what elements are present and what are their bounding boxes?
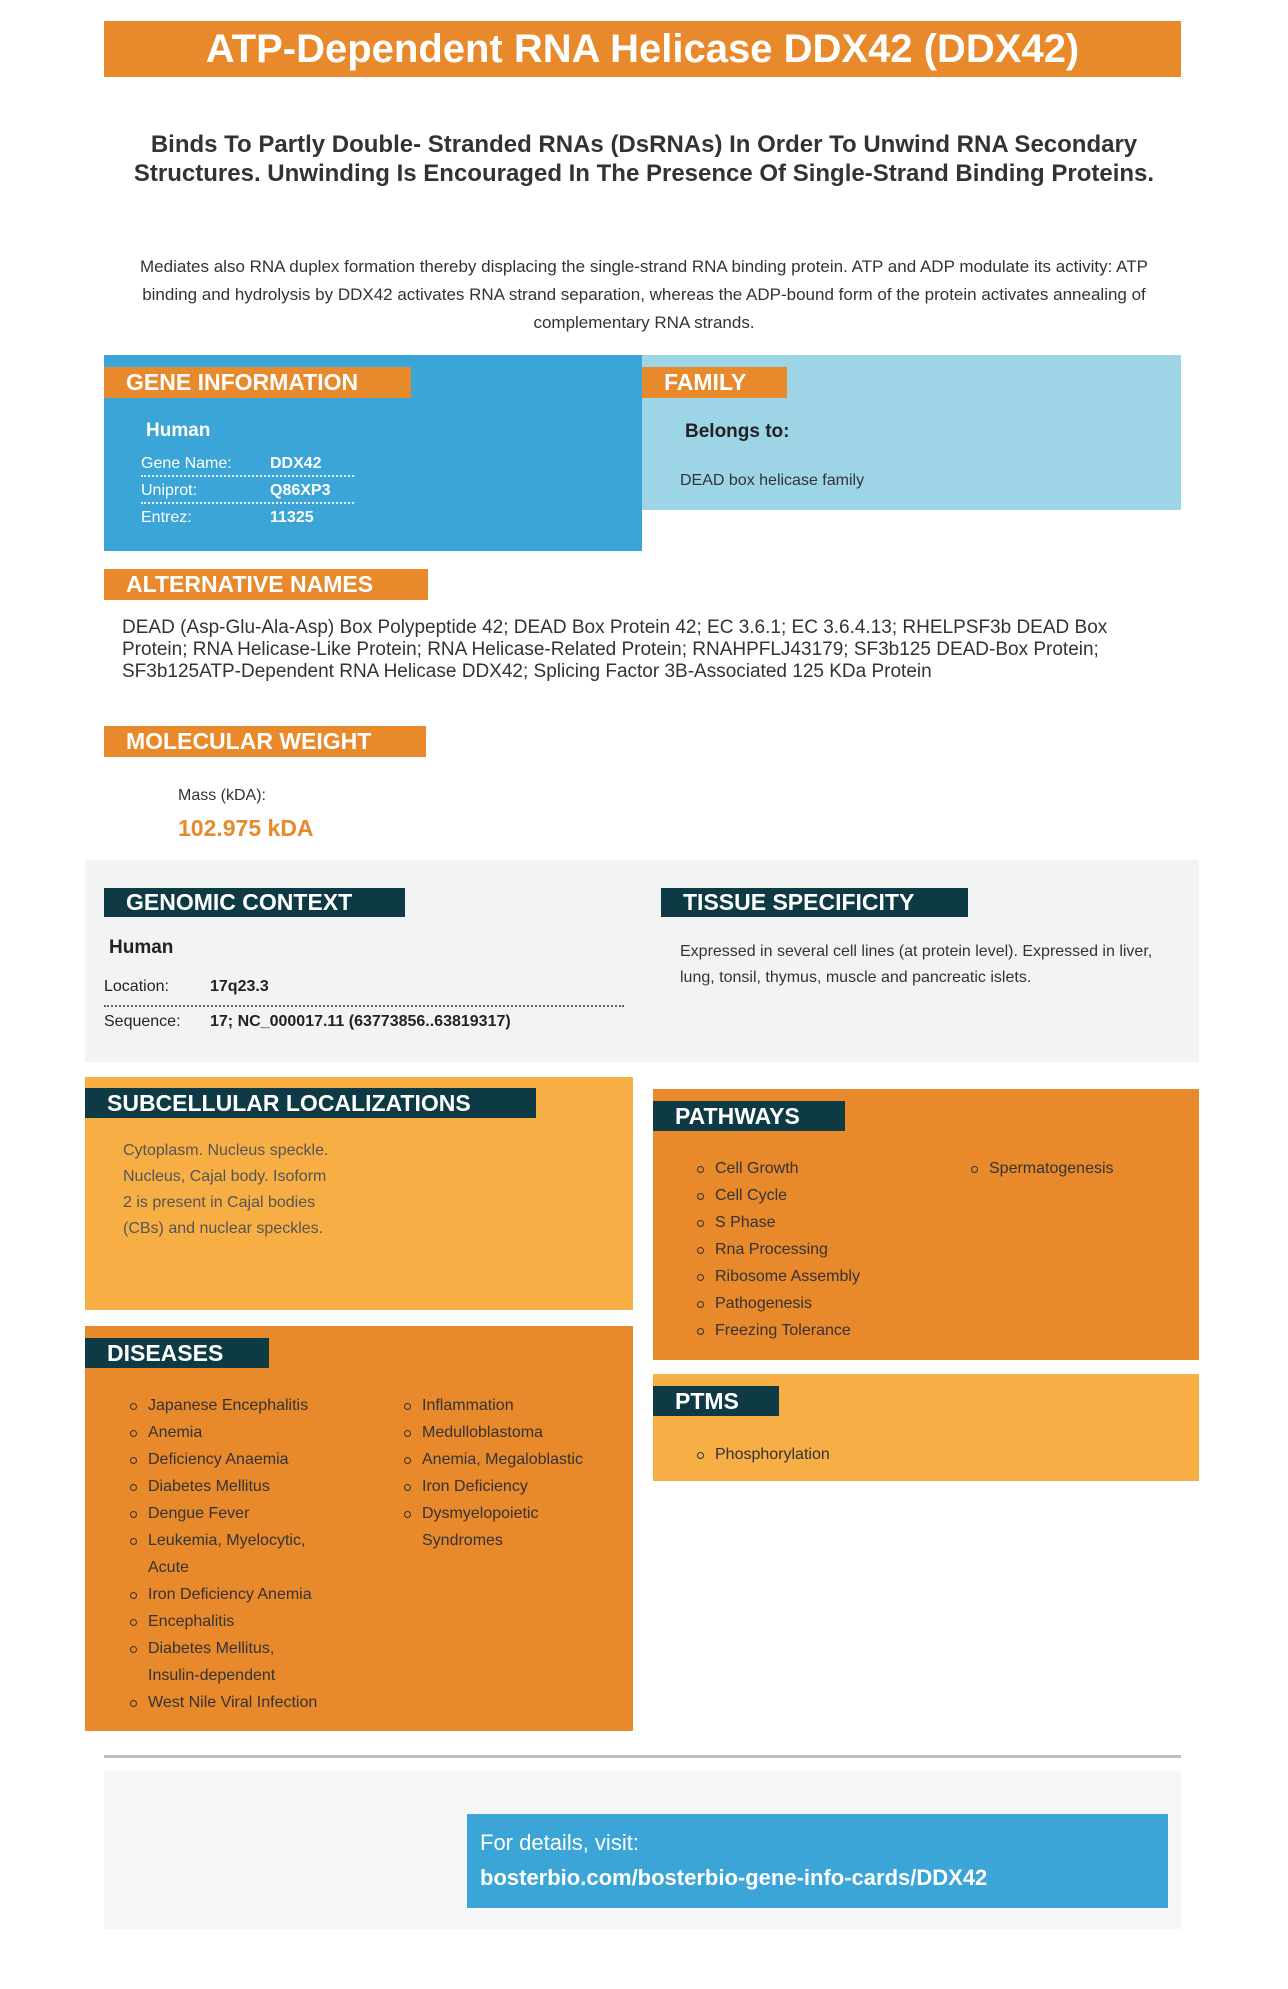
disease-item: Dengue Fever [128,1500,368,1527]
disease-item: Inflammation [402,1392,622,1419]
disease-item: Iron Deficiency Anemia [128,1581,368,1608]
gene-name-label: Gene Name: [141,455,232,472]
subcellular-text: Cytoplasm. Nucleus speckle. Nucleus, Cajal body. Isoform 2 is present in Cajal bodies (CBs) and nuclear speckles. [123,1142,329,1237]
ptms-heading: PTMS [653,1386,779,1416]
mass-value: 102.975 kDA [178,815,314,841]
location-label: Location: [104,978,169,995]
diseases-list-col1 [128,1392,368,1716]
gene-species: Human [146,420,211,441]
ptm-item: Phosphorylation [695,1441,935,1468]
sequence-value: 17; NC_000017.11 (63773856..63819317) [210,1013,511,1030]
pathway-item: Pathogenesis [695,1290,935,1317]
gene-row-entrez [141,505,354,531]
alternative-names-text: DEAD (Asp-Glu-Ala-Asp) Box Polypeptide 42; DEAD Box Protein 42; EC 3.6.1; EC 3.6.4.13; RHELPSF3b DEAD Box Protein; RNA Helicase-Like Protein; RNA Helicase-Related Protein; RNAHPFLJ43179; SF3b125 DEAD-Box Protein; SF3b125ATP-Dependent RNA Helicase DDX42; Splicing Factor 3B-Associated 125 KDa Protein [122,617,1108,682]
pathway-item: Ribosome Assembly [695,1263,935,1290]
pathway-item: Cell Cycle [695,1182,935,1209]
family-belongs-label: Belongs to: [685,421,790,442]
disease-item: West Nile Viral Infection [128,1689,368,1716]
uniprot-value: Q86XP3 [270,482,331,499]
location-value: 17q23.3 [210,978,269,995]
pathway-item: Rna Processing [695,1236,935,1263]
genomic-species: Human [109,937,174,958]
disease-item: Leukemia, Myelocytic, Acute [128,1527,328,1581]
tissue-specificity-text: Expressed in several cell lines (at protein level). Expressed in liver, lung, tonsil, thymus, muscle and pancreatic islets. [680,943,1153,986]
protein-description: Mediates also RNA duplex formation thereby displacing the single-strand RNA binding protein. ATP and ADP modulate its activity: ATP binding and hydrolysis by DDX42 activates RNA strand separation, whereas the ADP-bound form of the protein activates annealing of complementary RNA strands. [140,257,1148,332]
entrez-label: Entrez: [141,509,192,526]
tissue-specificity-heading: TISSUE SPECIFICITY [661,888,968,917]
alternative-names-heading: ALTERNATIVE NAMES [104,569,428,600]
disease-item: Diabetes Mellitus [128,1473,368,1500]
disease-item: Encephalitis [128,1608,368,1635]
uniprot-label: Uniprot: [141,482,198,499]
diseases-list-col2 [402,1392,622,1554]
disease-item: Anemia, Megaloblastic [402,1446,622,1473]
sequence-label: Sequence: [104,1013,181,1030]
family-value: DEAD box helicase family [680,472,865,489]
pathway-item: Spermatogenesis [969,1155,1169,1182]
genomic-context-heading: GENOMIC CONTEXT [104,888,405,917]
disease-item: Dysmyelopoietic Syndromes [402,1500,562,1554]
pathways-heading: PATHWAYS [653,1101,845,1131]
pathway-item: S Phase [695,1209,935,1236]
subcellular-heading: SUBCELLULAR LOCALIZATIONS [85,1088,536,1118]
gene-row-name [141,451,354,477]
disease-item: Medulloblastoma [402,1419,622,1446]
details-link-box[interactable] [467,1814,1168,1908]
page-title: ATP-Dependent RNA Helicase DDX42 (DDX42) [104,21,1181,77]
pathway-item: Cell Growth [695,1155,935,1182]
genomic-location-row [104,978,624,1007]
pathway-item: Freezing Tolerance [695,1317,935,1344]
ptms-list [695,1441,935,1468]
disease-item: Diabetes Mellitus, Insulin-dependent [128,1635,308,1689]
details-prompt: For details, visit: [480,1830,639,1855]
details-link[interactable]: bosterbio.com/bosterbio-gene-info-cards/DDX42 [480,1865,988,1890]
footer-divider [104,1755,1181,1758]
gene-information-heading: GENE INFORMATION [104,367,411,398]
disease-item: Anemia [128,1419,368,1446]
entrez-value: 11325 [270,509,314,526]
gene-row-uniprot [141,478,354,504]
pathways-list-col2 [969,1155,1169,1182]
gene-name-value: DDX42 [270,455,322,472]
mass-label: Mass (kDA): [178,787,266,804]
disease-item: Japanese Encephalitis [128,1392,368,1419]
molecular-weight-heading: MOLECULAR WEIGHT [104,726,426,757]
pathways-list-col1 [695,1155,935,1344]
disease-item: Iron Deficiency [402,1473,622,1500]
protein-function-headline: Binds To Partly Double- Stranded RNAs (DsRNAs) In Order To Unwind RNA Secondary Structures. Unwinding Is Encouraged In The Presence Of Single-Strand Binding Proteins. [133,131,1155,187]
diseases-heading: DISEASES [85,1338,269,1368]
disease-item: Deficiency Anaemia [128,1446,368,1473]
family-heading: FAMILY [642,367,787,398]
